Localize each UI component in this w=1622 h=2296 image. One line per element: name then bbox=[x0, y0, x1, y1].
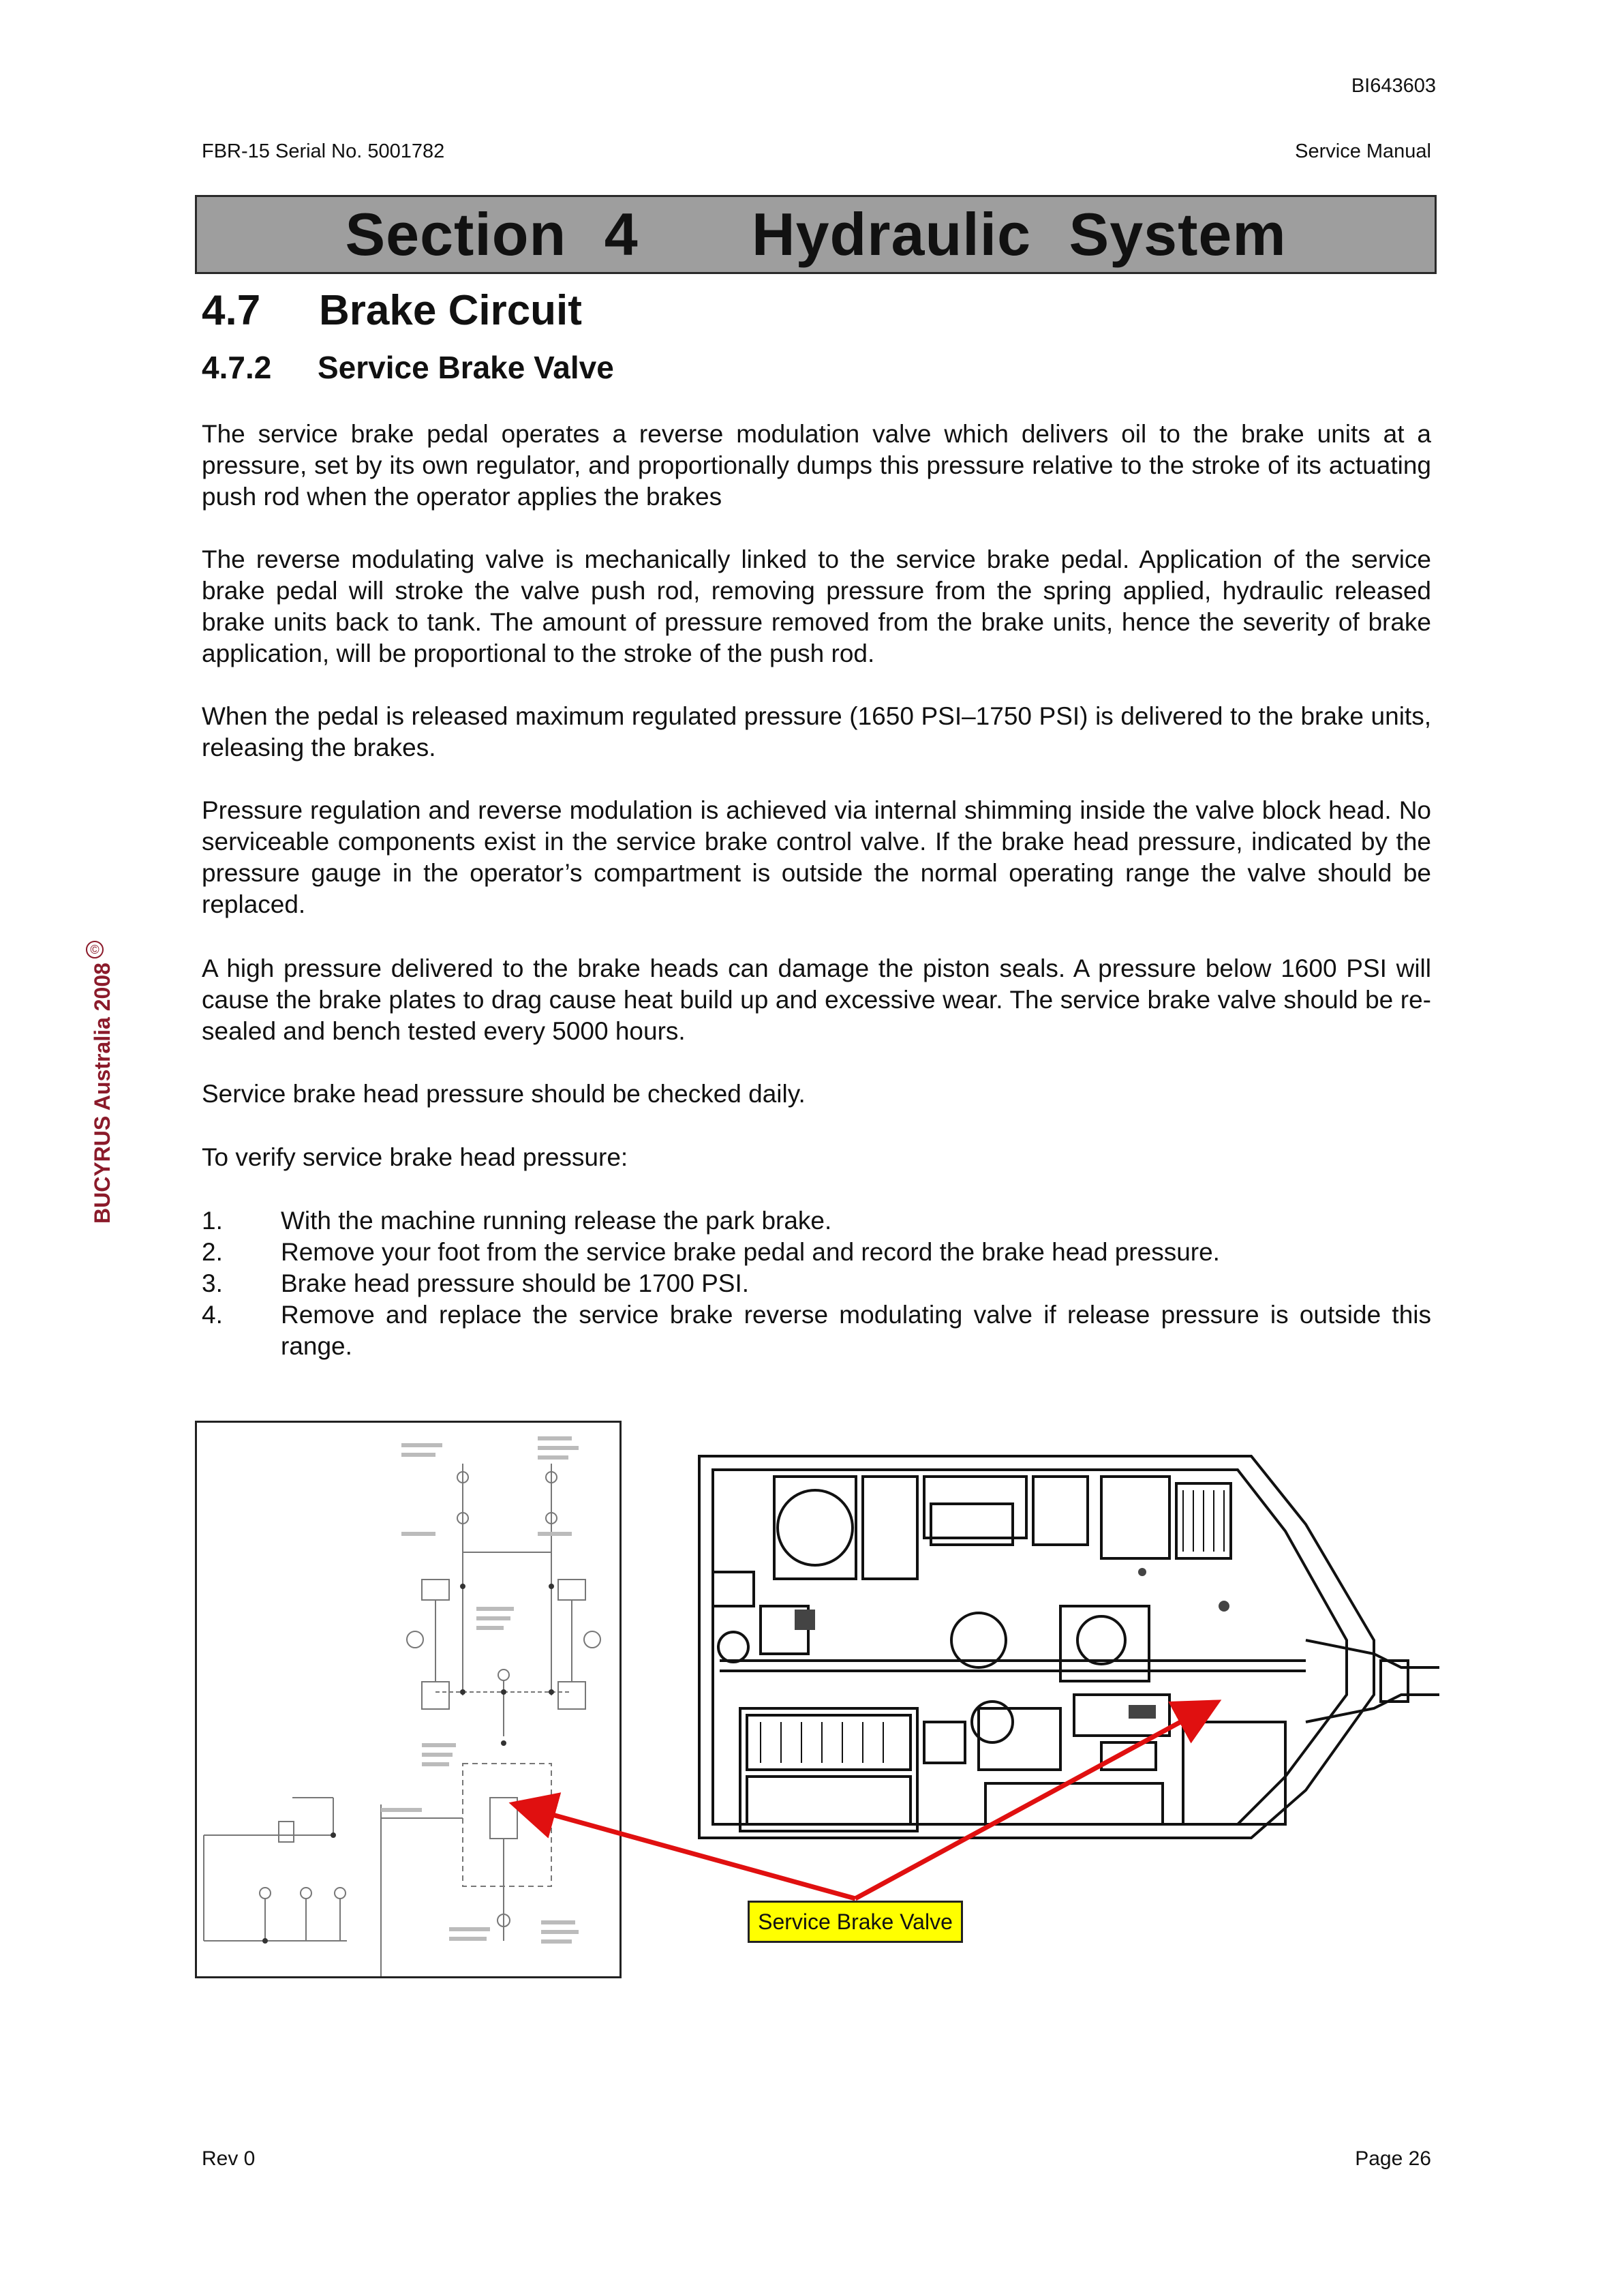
subheading-number: 4.7.2 bbox=[202, 350, 272, 385]
paragraph-2: The reverse modulating valve is mechanically linked to the service brake pedal. Application of the service brake pedal will stroke the valve push rod, removing pressure from the spring applied, hydraulic released brake units back to tank. The amount of pressure removed from the brake units, hence the severity of brake application, will be proportional to the stroke of the push rod. bbox=[202, 545, 1431, 667]
heading-title: Brake Circuit bbox=[319, 287, 582, 334]
section-banner bbox=[195, 195, 1437, 274]
revision: Rev 0 bbox=[202, 2147, 256, 2170]
paragraph-6: Service brake head pressure should be checked daily. bbox=[202, 1080, 806, 1108]
paragraph-5: A high pressure delivered to the brake heads can damage the piston seals. A pressure below 1600 PSI will cause the brake plates to drag cause heat build up and excessive wear. The service brake valve should be re-sealed and bench tested every 5000 hours. bbox=[202, 954, 1431, 1045]
paragraph-3: When the pedal is released maximum regulated pressure (1650 PSI–1750 PSI) is delivered to the brake units, releasing the brakes. bbox=[202, 702, 1431, 761]
page-number: Page 26 bbox=[1355, 2147, 1431, 2170]
machine-layout-drawing bbox=[692, 1436, 1439, 1858]
side-watermark: BUCYRUS Australia 2008 bbox=[90, 963, 114, 1224]
serial-number: FBR-15 Serial No. 5001782 bbox=[202, 140, 445, 162]
document-id: BI643603 bbox=[1351, 75, 1436, 97]
subheading-service-brake-valve bbox=[202, 349, 614, 386]
machine-layout-figure bbox=[692, 1436, 1439, 1858]
callout-label: Service Brake Valve bbox=[758, 1909, 953, 1934]
list-item: 2. Remove your foot from the service brake pedal and record the brake head pressure. bbox=[202, 1238, 1220, 1266]
heading-brake-circuit bbox=[202, 286, 582, 335]
heading-number: 4.7 bbox=[202, 287, 261, 334]
procedure-steps bbox=[202, 1205, 1431, 1362]
service-brake-valve-callout bbox=[748, 1901, 963, 1943]
section-title: Section 4 Hydraulic System bbox=[345, 200, 1287, 268]
schematic-drawing bbox=[197, 1423, 619, 1976]
list-item: 3. Brake head pressure should be 1700 PSI. bbox=[202, 1269, 750, 1297]
subheading-title: Service Brake Valve bbox=[318, 350, 614, 385]
hydraulic-schematic-figure bbox=[195, 1421, 622, 1978]
paragraph-4: Pressure regulation and reverse modulation is achieved via internal shimming inside the valve block head. No serviceable components exist in the service brake control valve. If the brake head pressure, indicated by the pressure gauge in the operator’s compartment is outside the normal operating range the valve should be replaced. bbox=[202, 796, 1431, 918]
paragraph-1: The service brake pedal operates a reverse modulation valve which delivers oil to the brake units at a pressure, set by its own regulator, and proportionally dumps this pressure relative to the stroke of its actuating push rod when the operator applies the brakes bbox=[202, 420, 1431, 511]
manual-type: Service Manual bbox=[1295, 140, 1431, 162]
list-item: 1. With the machine running release the park brake. bbox=[202, 1207, 832, 1235]
copyright-icon: © bbox=[86, 941, 104, 958]
paragraph-7: To verify service brake head pressure: bbox=[202, 1143, 628, 1171]
list-item: 4. Remove and replace the service brake reverse modulating valve if release pressure is outside this range. bbox=[202, 1301, 1431, 1360]
